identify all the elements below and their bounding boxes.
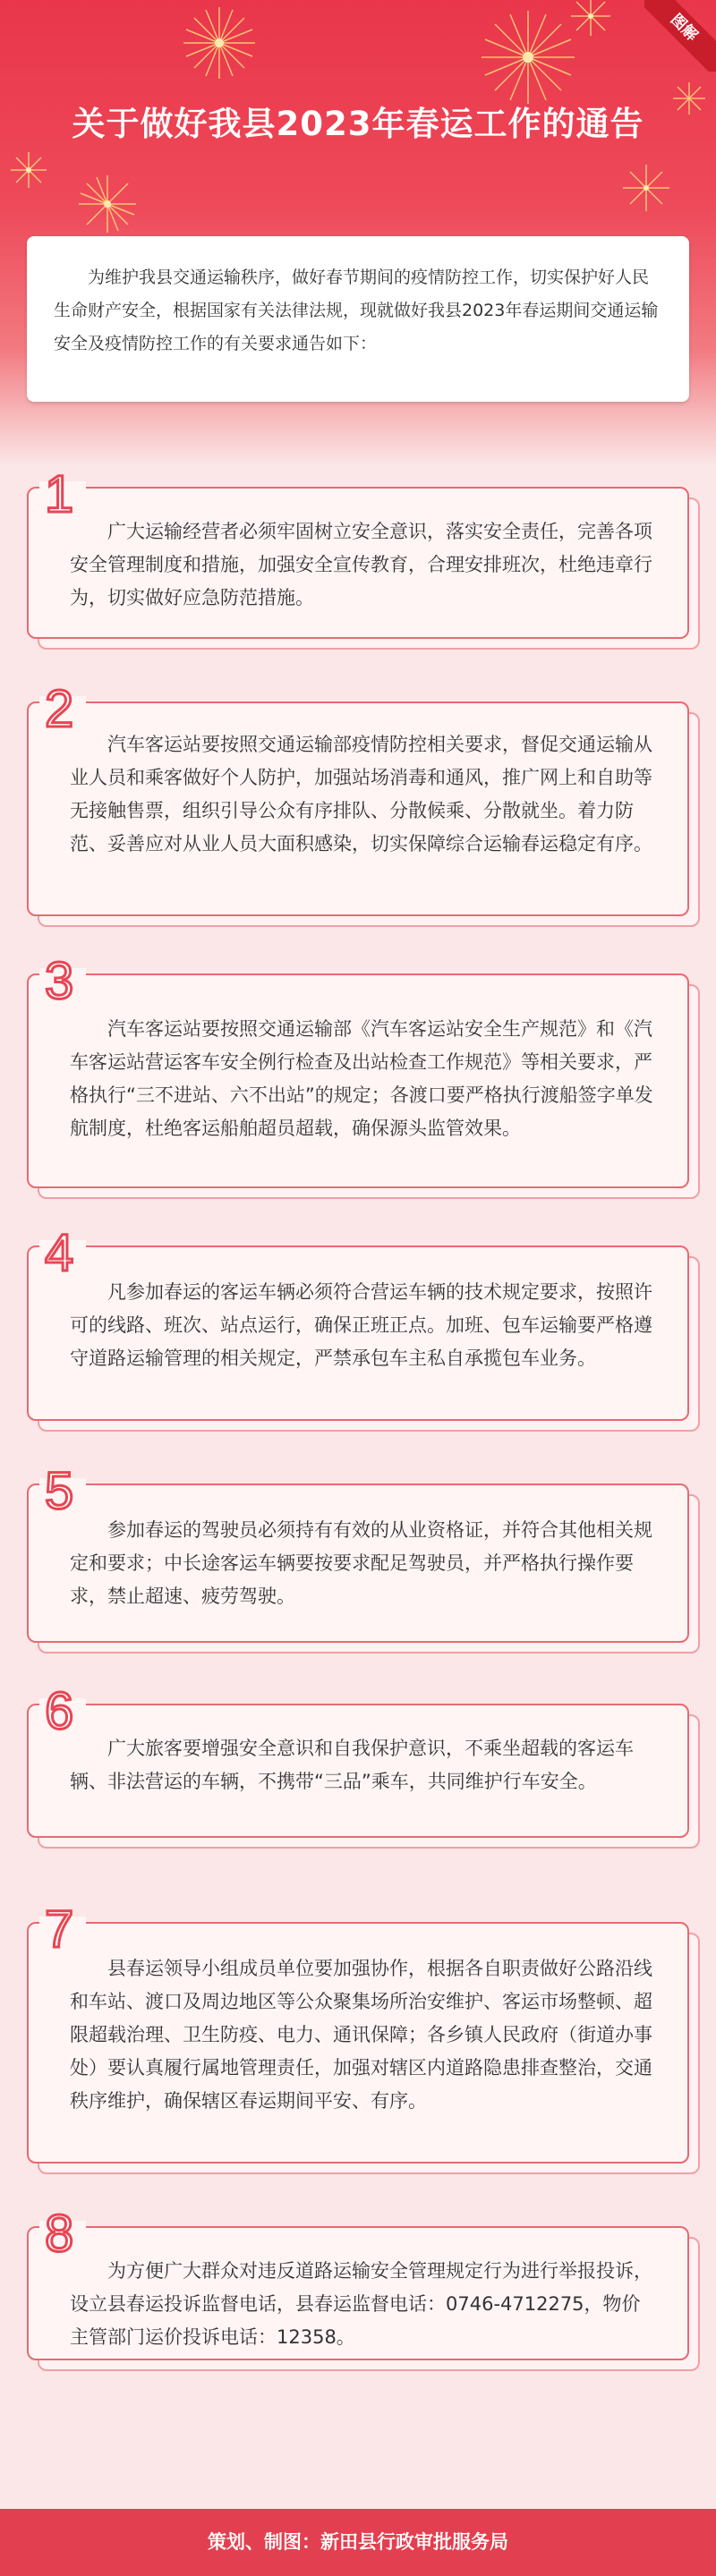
section-number: 6	[45, 1682, 74, 1740]
section-text: 凡参加春运的客运车辆必须符合营运车辆的技术规定要求，按照许可的线路、班次、站点运行，确保正班正点。加班、包车运输要严格遵守道路运输管理的相关规定，严禁承包车主私自承揽包车业务。	[70, 1281, 652, 1369]
section-number: 8	[45, 2205, 74, 2263]
badge-label: 图解	[644, 0, 716, 72]
section-text: 广大运输经营者必须牢固树立安全意识，落实安全责任，完善各项安全管理制度和措施，加强安全宣传教育，合理安排班次，杜绝违章行为，切实做好应急防范措施。	[70, 521, 652, 608]
section-number: 5	[45, 1462, 74, 1520]
footer-credit: 策划、制图：新田县行政审批服务局	[208, 2531, 508, 2553]
page-title: 关于做好我县2023年春运工作的通告	[72, 105, 644, 143]
section-number: 2	[45, 680, 74, 738]
section-4	[27, 1224, 689, 1421]
section-number: 7	[45, 1900, 74, 1959]
section-8	[27, 2205, 689, 2360]
section-text: 参加春运的驾驶员必须持有有效的从业资格证，并符合其他相关规定和要求；中长途客运车辆要按要求配足驾驶员，并严格执行操作要求，禁止超速、疲劳驾驶。	[70, 1519, 652, 1607]
section-text: 汽车客运站要按照交通运输部疫情防控相关要求，督促交通运输从业人员和乘客做好个人防护，加强站场消毒和通风，推广网上和自助等无接触售票，组织引导公众有序排队、分散候乘、分散就坐。着力防范、妥善应对从业人员大面积感染，切实保障综合运输春运稳定有序。	[70, 734, 652, 854]
section-2	[27, 680, 689, 916]
section-1	[27, 465, 689, 639]
section-text: 广大旅客要增强安全意识和自我保护意识，不乘坐超载的客运车辆、非法营运的车辆，不携带“三品”乘车，共同维护行车安全。	[70, 1738, 634, 1792]
section-3	[27, 952, 689, 1188]
section-number: 3	[45, 952, 74, 1010]
corner-ribbon	[644, 0, 716, 72]
section-number: 4	[45, 1224, 74, 1282]
section-text: 汽车客运站要按照交通运输部《汽车客运站安全生产规范》和《汽车客运站营运客车安全例行检查及出站检查工作规范》等相关要求，严格执行“三不进站、六不出站”的规定；各渡口要严格执行渡船签字单发航制度，杜绝客运船舶超员超载，确保源头监管效果。	[70, 1018, 653, 1139]
section-number: 1	[45, 465, 74, 523]
section-5	[27, 1462, 689, 1643]
intro-text: 为维护我县交通运输秩序，做好春节期间的疫情防控工作，切实保护好人民生命财产安全，根据国家有关法律法规，现就做好我县2023年春运期间交通运输安全及疫情防控工作的有关要求通告如下：	[54, 268, 659, 353]
section-6	[27, 1682, 689, 1838]
section-text: 为方便广大群众对违反道路运输安全管理规定行为进行举报投诉，设立县春运投诉监督电话，县春运监督电话：0746-4712275，物价主管部门运价投诉电话：12358。	[70, 2260, 652, 2348]
section-7	[27, 1900, 689, 2164]
section-text: 县春运领导小组成员单位要加强协作，根据各自职责做好公路沿线和车站、渡口及周边地区等公众聚集场所治安维护、客运市场整顿、超限超载治理、卫生防疫、电力、通讯保障；各乡镇人民政府（街道办事处）要认真履行属地管理责任，加强对辖区内道路隐患排查整治，交通秩序维护，确保辖区春运期间平安、有序。	[70, 1958, 652, 2112]
